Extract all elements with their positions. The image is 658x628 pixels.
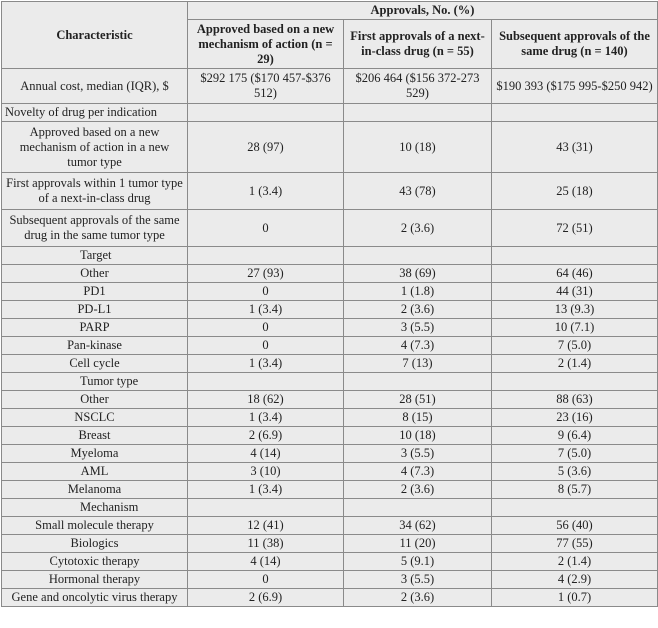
row-label: Myeloma <box>2 445 188 463</box>
cell-value: 1 (3.4) <box>188 355 344 373</box>
table-row <box>2 445 658 463</box>
cell-value: 2 (1.4) <box>492 553 658 571</box>
row-label: AML <box>2 463 188 481</box>
cell-value: 10 (7.1) <box>492 319 658 337</box>
cell-value: 27 (93) <box>188 265 344 283</box>
header-col-new-mechanism: Approved based on a new mechanism of action (n = 29) <box>188 20 344 69</box>
cell-value: 43 (31) <box>492 122 658 173</box>
cell-value: 0 <box>188 210 344 247</box>
row-label: Small molecule therapy <box>2 517 188 535</box>
table-row <box>2 589 658 607</box>
cell-value: 4 (14) <box>188 553 344 571</box>
row-label: PARP <box>2 319 188 337</box>
empty-cell <box>188 104 344 122</box>
cell-value: 1 (3.4) <box>188 301 344 319</box>
cell-value: 5 (9.1) <box>344 553 492 571</box>
cell-value: 28 (51) <box>344 391 492 409</box>
table-row <box>2 210 658 247</box>
cell-value: 56 (40) <box>492 517 658 535</box>
table-row <box>2 571 658 589</box>
cell-value: 8 (5.7) <box>492 481 658 499</box>
cell-value: 0 <box>188 571 344 589</box>
cell-value: 2 (1.4) <box>492 355 658 373</box>
section-title: Mechanism <box>2 499 188 517</box>
section-title: Target <box>2 247 188 265</box>
empty-cell <box>492 499 658 517</box>
table-row <box>2 355 658 373</box>
row-label: Approved based on a new mechanism of action in a new tumor type <box>2 122 188 173</box>
cell-value: 2 (3.6) <box>344 481 492 499</box>
row-label: NSCLC <box>2 409 188 427</box>
cell-value: 12 (41) <box>188 517 344 535</box>
row-label: Gene and oncolytic virus therapy <box>2 589 188 607</box>
empty-cell <box>188 499 344 517</box>
table-row <box>2 517 658 535</box>
cell-value: 34 (62) <box>344 517 492 535</box>
cell-value: 72 (51) <box>492 210 658 247</box>
cell-value: 43 (78) <box>344 173 492 210</box>
row-label: Breast <box>2 427 188 445</box>
header-characteristic: Characteristic <box>2 2 188 69</box>
empty-cell <box>344 104 492 122</box>
cell-value: 7 (5.0) <box>492 337 658 355</box>
table-row <box>2 283 658 301</box>
empty-cell <box>188 373 344 391</box>
header-col-subsequent: Subsequent approvals of the same drug (n = 140) <box>492 20 658 69</box>
cell-value: 9 (6.4) <box>492 427 658 445</box>
cell-value: 2 (6.9) <box>188 427 344 445</box>
row-label: Pan-kinase <box>2 337 188 355</box>
cell-value: 3 (5.5) <box>344 571 492 589</box>
cell-value: 0 <box>188 283 344 301</box>
cell-value: 64 (46) <box>492 265 658 283</box>
cell-value: 2 (3.6) <box>344 301 492 319</box>
cell-value: 3 (10) <box>188 463 344 481</box>
section-title: Tumor type <box>2 373 188 391</box>
cell-value: 4 (7.3) <box>344 463 492 481</box>
row-label: First approvals within 1 tumor type of a next-in-class drug <box>2 173 188 210</box>
cell-value: 10 (18) <box>344 122 492 173</box>
cell-value: 7 (13) <box>344 355 492 373</box>
cell-value: 1 (3.4) <box>188 173 344 210</box>
row-label: PD1 <box>2 283 188 301</box>
cell-value: $292 175 ($170 457-$376 512) <box>188 69 344 104</box>
table-row <box>2 427 658 445</box>
row-label: PD-L1 <box>2 301 188 319</box>
table-row <box>2 173 658 210</box>
cell-value: 1 (3.4) <box>188 409 344 427</box>
section-header-row <box>2 373 658 391</box>
cell-value: 13 (9.3) <box>492 301 658 319</box>
cell-value: 8 (15) <box>344 409 492 427</box>
empty-cell <box>344 247 492 265</box>
row-label: Melanoma <box>2 481 188 499</box>
row-label: Subsequent approvals of the same drug in the same tumor type <box>2 210 188 247</box>
cell-value: 4 (7.3) <box>344 337 492 355</box>
cell-value: 1 (0.7) <box>492 589 658 607</box>
table-row <box>2 553 658 571</box>
empty-cell <box>344 499 492 517</box>
table-row <box>2 122 658 173</box>
cell-value: $206 464 ($156 372-273 529) <box>344 69 492 104</box>
table-row <box>2 481 658 499</box>
cell-value: 7 (5.0) <box>492 445 658 463</box>
header-approvals: Approvals, No. (%) <box>188 2 658 20</box>
cell-value: 25 (18) <box>492 173 658 210</box>
section-title: Novelty of drug per indication <box>2 104 188 122</box>
cell-value: 38 (69) <box>344 265 492 283</box>
row-label: Cytotoxic therapy <box>2 553 188 571</box>
table-row <box>2 391 658 409</box>
cell-value: 5 (3.6) <box>492 463 658 481</box>
row-label: Biologics <box>2 535 188 553</box>
section-header-row <box>2 499 658 517</box>
empty-cell <box>492 373 658 391</box>
table-row <box>2 535 658 553</box>
cell-value: 1 (3.4) <box>188 481 344 499</box>
cell-value: 23 (16) <box>492 409 658 427</box>
row-label: Hormonal therapy <box>2 571 188 589</box>
section-header-row <box>2 247 658 265</box>
table-row <box>2 301 658 319</box>
table-row-cost <box>2 69 658 104</box>
empty-cell <box>492 247 658 265</box>
cell-value: 2 (3.6) <box>344 589 492 607</box>
cell-value: 11 (20) <box>344 535 492 553</box>
cell-value: 77 (55) <box>492 535 658 553</box>
cell-value: 88 (63) <box>492 391 658 409</box>
cell-value: 18 (62) <box>188 391 344 409</box>
cell-value: 28 (97) <box>188 122 344 173</box>
row-label: Other <box>2 265 188 283</box>
cell-value: 2 (3.6) <box>344 210 492 247</box>
cell-value: 11 (38) <box>188 535 344 553</box>
cell-value: 4 (14) <box>188 445 344 463</box>
cell-value: 10 (18) <box>344 427 492 445</box>
empty-cell <box>188 247 344 265</box>
cell-value: 1 (1.8) <box>344 283 492 301</box>
cell-value: 4 (2.9) <box>492 571 658 589</box>
cell-value: 0 <box>188 319 344 337</box>
section-header-row <box>2 104 658 122</box>
header-col-next-in-class: First approvals of a next-in-class drug (n = 55) <box>344 20 492 69</box>
table-row <box>2 319 658 337</box>
empty-cell <box>344 373 492 391</box>
table-row <box>2 337 658 355</box>
row-label: Annual cost, median (IQR), $ <box>2 69 188 104</box>
table-row <box>2 409 658 427</box>
empty-cell <box>492 104 658 122</box>
table-body <box>2 69 658 607</box>
cell-value: 44 (31) <box>492 283 658 301</box>
row-label: Other <box>2 391 188 409</box>
table-row <box>2 463 658 481</box>
row-label: Cell cycle <box>2 355 188 373</box>
cell-value: $190 393 ($175 995-$250 942) <box>492 69 658 104</box>
cell-value: 3 (5.5) <box>344 319 492 337</box>
cell-value: 0 <box>188 337 344 355</box>
cell-value: 3 (5.5) <box>344 445 492 463</box>
approvals-table <box>1 1 658 607</box>
cell-value: 2 (6.9) <box>188 589 344 607</box>
table-row <box>2 265 658 283</box>
